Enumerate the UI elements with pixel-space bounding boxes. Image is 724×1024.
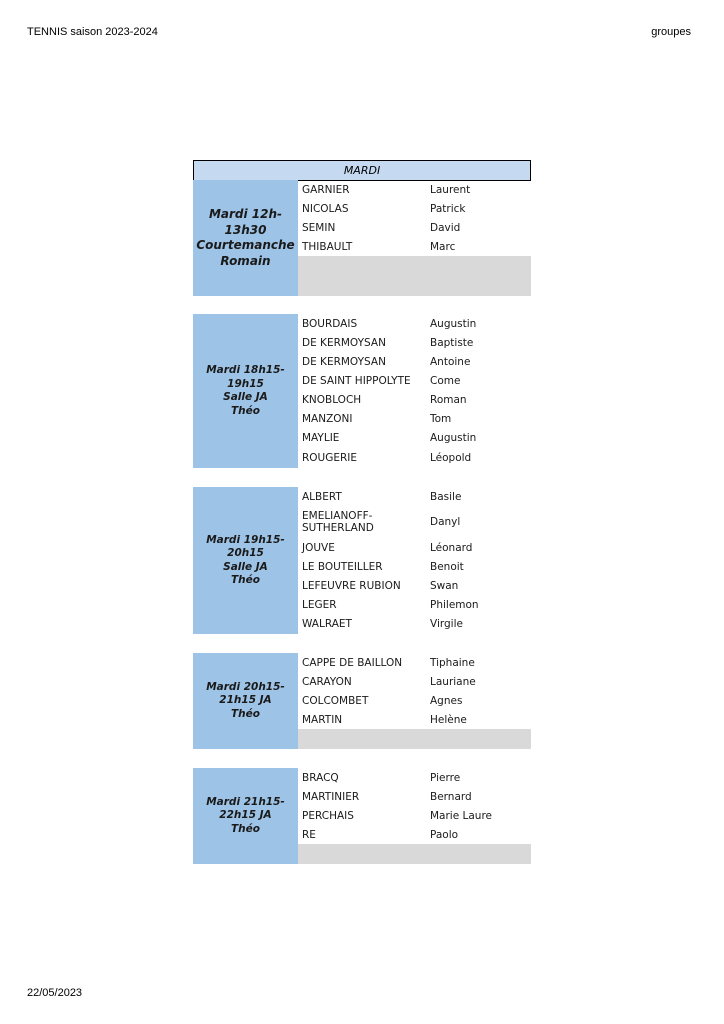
player-row	[298, 352, 531, 371]
player-first-name: Augustin	[430, 317, 477, 330]
player-first-name: Helène	[430, 713, 467, 726]
player-row	[298, 506, 531, 538]
player-row	[298, 595, 531, 614]
player-last-name: LE BOUTEILLER	[302, 560, 383, 573]
player-row	[298, 333, 531, 352]
player-last-name: ROUGERIE	[302, 451, 358, 464]
player-row	[298, 487, 531, 506]
player-list	[298, 314, 531, 468]
player-row	[298, 806, 531, 825]
slot-line: Mardi 18h15-	[206, 364, 285, 376]
player-row	[298, 390, 531, 409]
player-first-name: Laurent	[430, 183, 471, 196]
slot-line: Mardi 21h15-	[206, 795, 285, 808]
slot-line: 21h15 JA	[219, 694, 272, 707]
player-last-name: LEGER	[302, 598, 337, 611]
document-section: groupes	[651, 26, 691, 38]
player-last-name: MANZONI	[302, 412, 353, 425]
player-row	[298, 314, 531, 333]
player-last-name: THIBAULT	[302, 240, 353, 253]
group-slot-label	[193, 768, 298, 864]
player-last-name: MARTIN	[302, 713, 343, 726]
player-last-name: DE KERMOYSAN	[302, 355, 386, 368]
player-row	[298, 672, 531, 691]
player-last-name: JOUVE	[302, 541, 335, 554]
player-last-name: DE KERMOYSAN	[302, 336, 386, 349]
slot-line: 20h15	[227, 547, 264, 559]
player-first-name: Come	[430, 374, 461, 387]
document-title: TENNIS saison 2023-2024	[27, 26, 158, 38]
slot-line: Théo	[231, 404, 260, 417]
player-row	[298, 576, 531, 595]
empty-slot-filler	[298, 256, 531, 296]
player-first-name: Philemon	[430, 598, 479, 611]
player-row	[298, 710, 531, 729]
group-slot-label	[193, 487, 298, 634]
group-block	[193, 180, 531, 296]
player-row	[298, 180, 531, 199]
slot-line: Romain	[220, 253, 271, 268]
player-last-name: WALRAET	[302, 618, 352, 630]
player-last-name: ALBERT	[302, 490, 342, 503]
player-last-name: EMELIANOFF-SUTHERLAND	[302, 510, 374, 534]
player-first-name: Patrick	[430, 202, 466, 215]
slot-line: Mardi 12h-13h30	[208, 207, 283, 237]
group-block	[193, 314, 531, 468]
player-row	[298, 428, 531, 447]
slot-line: Théo	[231, 822, 260, 835]
player-first-name: Paolo	[430, 828, 459, 841]
group-slot-label	[193, 180, 298, 296]
player-list	[298, 768, 531, 864]
player-last-name: BRACQ	[302, 771, 339, 784]
player-last-name: MARTINIER	[302, 790, 360, 803]
player-row	[298, 199, 531, 218]
player-first-name: Léopold	[430, 451, 472, 464]
group-slot-label	[193, 653, 298, 749]
group-block	[193, 487, 531, 634]
player-row	[298, 557, 531, 576]
slot-line: Mardi 19h15-	[206, 533, 285, 546]
slot-line: 22h15 JA	[219, 809, 272, 822]
player-last-name: NICOLAS	[302, 202, 349, 215]
group-slot-label	[193, 314, 298, 468]
group-block	[193, 653, 531, 749]
player-row	[298, 447, 531, 468]
player-list	[298, 180, 531, 296]
slot-line: Salle JA	[223, 560, 268, 573]
player-row	[298, 787, 531, 806]
slot-line: 19h15	[227, 377, 264, 390]
player-first-name: Virgile	[430, 618, 463, 630]
empty-slot-filler	[298, 729, 531, 749]
group-block	[193, 768, 531, 864]
player-row	[298, 691, 531, 710]
player-last-name: SEMIN	[302, 221, 336, 234]
player-last-name: CAPPE DE BAILLON	[302, 656, 403, 669]
player-first-name: Agnes	[430, 694, 463, 707]
player-first-name: Danyl	[430, 516, 461, 528]
player-row	[298, 371, 531, 390]
player-last-name: GARNIER	[302, 183, 350, 196]
player-last-name: DE SAINT HIPPOLYTE	[302, 374, 411, 387]
slot-line: Théo	[231, 707, 260, 720]
player-first-name: Swan	[430, 579, 459, 592]
player-first-name: Léonard	[430, 541, 473, 554]
player-row	[298, 538, 531, 557]
player-last-name: BOURDAIS	[302, 317, 358, 330]
empty-slot-filler	[298, 844, 531, 864]
player-first-name: Benoit	[430, 560, 464, 573]
player-last-name: KNOBLOCH	[302, 393, 362, 406]
player-row	[298, 825, 531, 844]
slot-line: Théo	[231, 574, 260, 586]
player-first-name: Antoine	[430, 355, 471, 368]
player-row	[298, 768, 531, 787]
slot-line: Salle JA	[223, 391, 268, 403]
slot-line: Courtemanche	[196, 238, 295, 252]
document-date: 22/05/2023	[27, 987, 83, 999]
player-last-name: LEFEUVRE RUBION	[302, 579, 401, 592]
player-first-name: David	[430, 221, 461, 234]
player-first-name: Baptiste	[430, 336, 474, 349]
player-first-name: Marc	[430, 240, 456, 253]
player-first-name: Pierre	[430, 771, 461, 784]
player-row	[298, 237, 531, 256]
player-first-name: Tom	[430, 412, 452, 425]
player-first-name: Basile	[430, 490, 462, 503]
player-row	[298, 653, 531, 672]
player-first-name: Lauriane	[430, 675, 476, 688]
player-list	[298, 487, 531, 634]
player-last-name: RE	[302, 828, 316, 841]
player-first-name: Bernard	[430, 790, 472, 803]
player-first-name: Marie Laure	[430, 809, 493, 822]
player-first-name: Roman	[430, 393, 467, 406]
player-row	[298, 218, 531, 237]
player-last-name: PERCHAIS	[302, 809, 354, 822]
player-last-name: MAYLIE	[302, 431, 340, 444]
player-row	[298, 409, 531, 428]
player-first-name: Augustin	[430, 431, 477, 444]
player-first-name: Tiphaine	[430, 656, 475, 669]
player-list	[298, 653, 531, 749]
player-last-name: CARAYON	[302, 675, 352, 688]
player-last-name: COLCOMBET	[302, 694, 369, 707]
player-row	[298, 614, 531, 634]
day-header: MARDI	[193, 160, 531, 181]
slot-line: Mardi 20h15-	[206, 680, 285, 693]
